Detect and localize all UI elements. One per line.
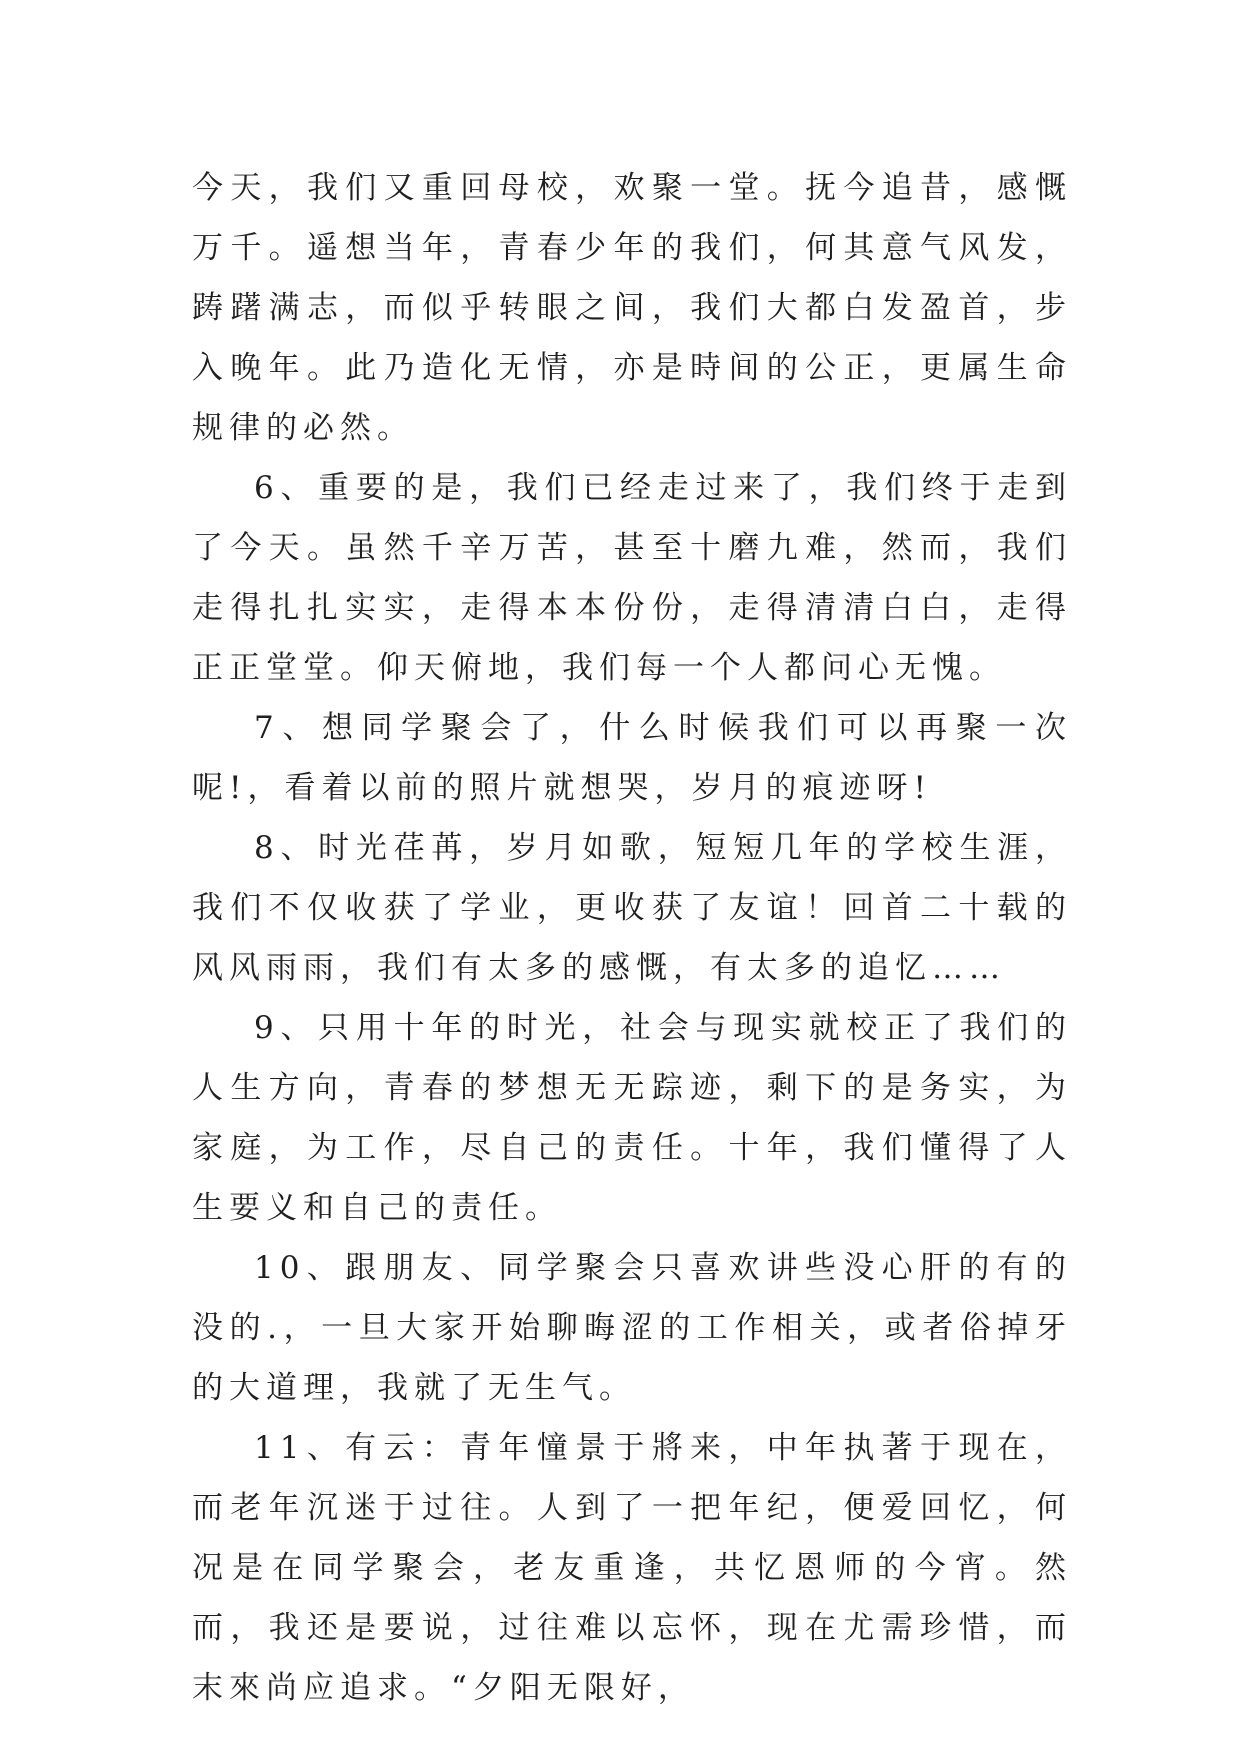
paragraph-2: 6、重要的是，我们已经走过来了，我们终于走到了今天。虽然千辛万苦，甚至十磨九难，然而，我们走得扎扎实实，走得本本份份，走得清清白白，走得正正堂堂。仰天俯地，我们每一个人都问心无愧。 (192, 470, 1072, 686)
paragraph-7: 11、有云：青年憧景于將来，中年执著于现在，而老年沉迷于过往。人到了一把年纪，便爱回忆，何况是在同学聚会，老友重逢，共忆恩师的今宵。然而，我还是要说，过往难以忘怀，现在尤需珍惜，而末來尚应追求。“夕阳无限好， (192, 1430, 1072, 1706)
paragraph-3: 7、想同学聚会了，什么时候我们可以再聚一次呢!，看着以前的照片就想哭，岁月的痕迹呀! (192, 710, 1072, 806)
paragraph-6: 10、跟朋友、同学聚会只喜欢讲些没心肝的有的没的.，一旦大家开始聊晦涩的工作相关，或者俗掉牙的大道理，我就了无生气。 (192, 1250, 1072, 1406)
paragraph-4: 8、时光荏苒，岁月如歌，短短几年的学校生涯，我们不仅收获了学业，更收获了友谊！回首二十载的风风雨雨，我们有太多的感慨，有太多的追忆…… (192, 830, 1072, 986)
paragraph-5: 9、只用十年的时光，社会与现实就校正了我们的人生方向，青春的梦想无无踪迹，剩下的是务实，为家庭，为工作，尽自己的责任。十年，我们懂得了人生要义和自己的责任。 (192, 1010, 1072, 1226)
paragraph-1: 今天，我们又重回母校，欢聚一堂。抚今追昔，感慨万千。遥想当年，青春少年的我们，何其意气风发，踌躇满志，而似乎转眼之间，我们大都白发盈首，步入晚年。此乃造化无情，亦是時间的公正，更属生命规律的必然。 (192, 170, 1072, 446)
document-body (192, 158, 1072, 1718)
